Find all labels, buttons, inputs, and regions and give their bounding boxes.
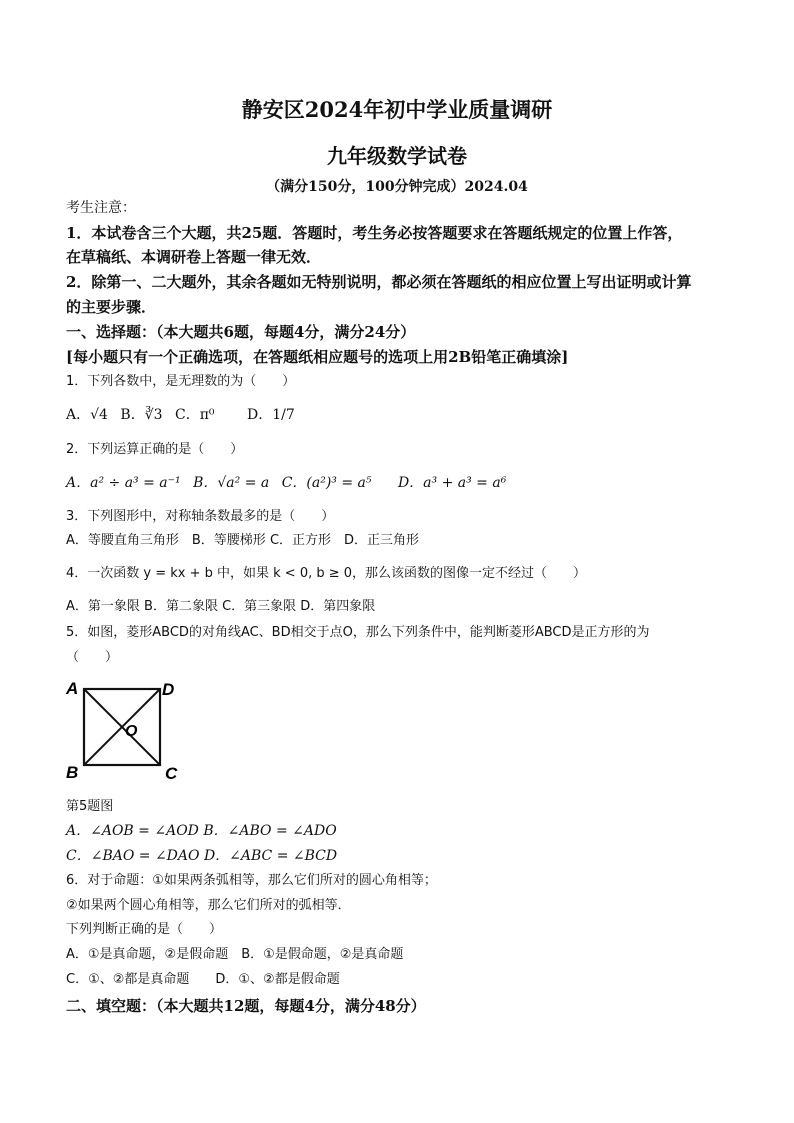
q1-option-c: C．π⁰ bbox=[174, 407, 215, 423]
q2-option-a: A．a² ÷ a³ = a⁻¹ bbox=[66, 475, 181, 491]
q3-options: A．等腰直角三角形 B．等腰梯形 C．正方形 D．正三角形 bbox=[66, 533, 420, 548]
exam-subtitle: 九年级数学试卷 bbox=[327, 144, 467, 168]
q4-options: A．第一象限 B．第二象限 C．第三象限 D．第四象限 bbox=[66, 599, 376, 614]
q1-options bbox=[66, 406, 295, 424]
q6-ask: 下列判断正确的是（ ） bbox=[66, 922, 223, 937]
q2-stem: 2．下列运算正确的是（ ） bbox=[66, 442, 244, 457]
note-2-line-2: 的主要步骤． bbox=[66, 298, 157, 316]
q2-options bbox=[66, 474, 506, 492]
q3-stem: 3．下列图形中，对称轴条数最多的是（ ） bbox=[66, 509, 335, 524]
q5-caption: 第5题图 bbox=[66, 799, 114, 814]
q1-option-b: B．∛3 bbox=[120, 407, 163, 423]
q6-options-cd: C．①、②都是真命题 D．①、②都是假命题 bbox=[66, 972, 340, 987]
q1-option-d: D．1/7 bbox=[246, 407, 295, 423]
q2-option-b: B．√a² = a bbox=[193, 475, 270, 491]
rhombus-abcd-figure bbox=[62, 678, 188, 786]
section-2-heading: 二、填空题：（本大题共12题，每题4分，满分48分） bbox=[66, 997, 426, 1015]
note-1-line-2: 在草稿纸、本调研卷上答题一律无效． bbox=[66, 248, 322, 266]
q6-stem-line-1: 6．对于命题：①如果两条弧相等，那么它们所对的圆心角相等； bbox=[66, 873, 437, 888]
center-label-o: O bbox=[125, 723, 138, 740]
exam-title: 静安区2024年初中学业质量调研 bbox=[241, 97, 553, 122]
vertex-label-b: B bbox=[66, 763, 79, 782]
notes-heading: 考生注意： bbox=[66, 200, 136, 216]
q6-stem-line-2: ②如果两个圆心角相等，那么它们所对的弧相等． bbox=[66, 898, 351, 913]
section-1-instruction: [每小题只有一个正确选项，在答题纸相应题号的选项上用2B铅笔正确填涂] bbox=[66, 348, 569, 366]
q4-stem: 4．一次函数 y = kx + b 中，如果 k < 0, b ≥ 0，那么该函数的图像一定不经过（ ） bbox=[66, 566, 587, 581]
q5-stem-line-2: （ ） bbox=[66, 650, 119, 665]
q5-options-cd: C．∠BAO = ∠DAO D．∠ABC = ∠BCD bbox=[66, 848, 338, 864]
vertex-label-c: C bbox=[165, 764, 178, 783]
q2-option-c: C．(a²)³ = a⁵ bbox=[281, 475, 372, 491]
q5-options-ab: A．∠AOB = ∠AOD B．∠ABO = ∠ADO bbox=[66, 823, 337, 839]
q5-stem-line-1: 5．如图，菱形ABCD的对角线AC、BD相交于点O，那么下列条件中，能判断菱形ABCD是正方形的为 bbox=[66, 625, 650, 640]
q6-options-ab: A．①是真命题，②是假命题 B．①是假命题，②是真命题 bbox=[66, 947, 404, 962]
vertex-label-d: D bbox=[162, 680, 175, 699]
q2-option-d: D．a³ + a³ = a⁶ bbox=[397, 475, 507, 491]
q1-option-a: A．√4 bbox=[66, 407, 108, 423]
note-2-line-1: 2．除第一、二大题外，其余各题如无特别说明，都必须在答题纸的相应位置上写出证明或计算 bbox=[66, 273, 692, 291]
vertex-label-a: A bbox=[66, 679, 79, 698]
note-1-line-1: 1．本试卷含三个大题，共25题．答题时，考生务必按答题要求在答题纸规定的位置上作答， bbox=[66, 224, 683, 242]
exam-meta: （满分150分，100分钟完成）2024.04 bbox=[266, 179, 528, 195]
section-1-heading: 一、选择题：（本大题共6题，每题4分，满分24分） bbox=[66, 323, 416, 341]
q1-stem: 1．下列各数中，是无理数的为（ ） bbox=[66, 374, 296, 389]
